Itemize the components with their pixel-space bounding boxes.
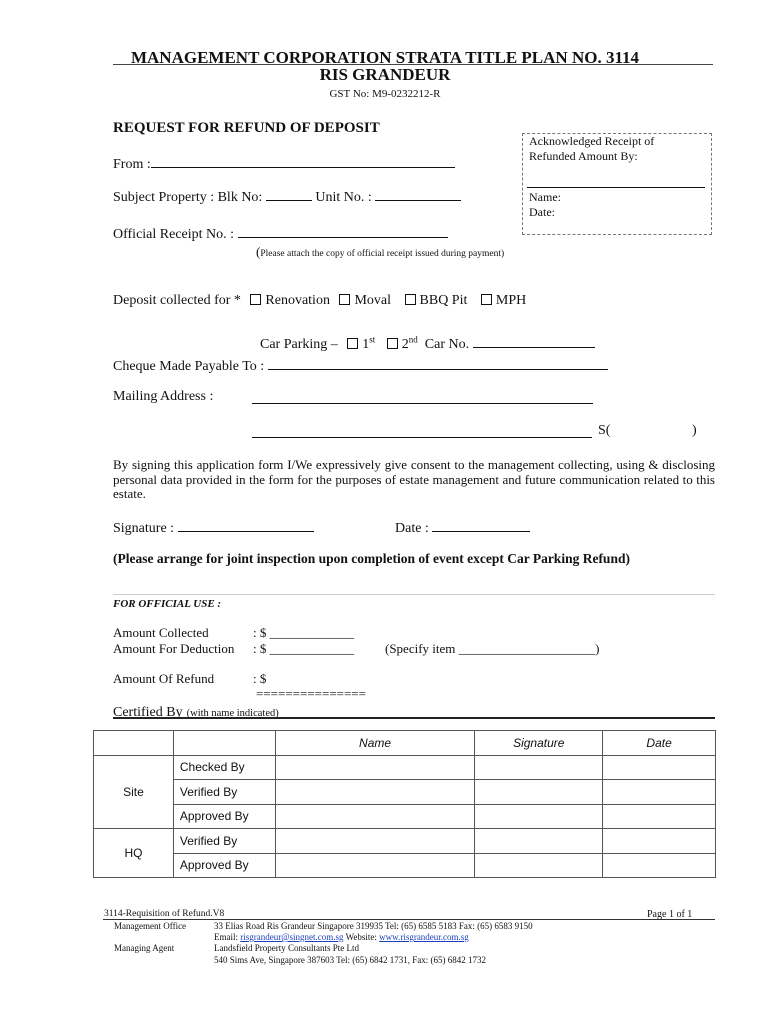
from-label: From : [113, 157, 151, 172]
car-parking-label: Car Parking – [260, 337, 338, 352]
certified-label: Certified By [113, 705, 183, 720]
car-2nd-checkbox[interactable] [387, 338, 398, 349]
renovation-checkbox[interactable] [250, 294, 261, 305]
deposit-row [113, 293, 526, 309]
refund-value[interactable]: : $ [253, 671, 267, 686]
ma-name: Landsfield Property Consultants Pte Ltd [214, 943, 359, 953]
row-label-verified-by: Verified By [173, 780, 275, 805]
receipt-note-text: Please attach the copy of official receipt issued during payment) [260, 249, 505, 259]
row-label-hq-verified-by: Verified By [173, 829, 275, 854]
ack-line1: Acknowledged Receipt of [529, 134, 655, 148]
cheque-field[interactable] [268, 356, 608, 370]
ack-line2: Refunded Amount By: [529, 149, 638, 163]
date-row [395, 518, 530, 537]
table-cell [173, 731, 275, 756]
table-row [94, 755, 716, 780]
table-header-row [94, 731, 716, 756]
date-label: Date : [395, 521, 429, 536]
deduction-specify[interactable]: (Specify item _____________________) [385, 641, 600, 656]
amount-collected-label: Amount Collected [113, 625, 209, 640]
name-cell[interactable] [275, 829, 475, 854]
mo-label: Management Office [114, 921, 187, 931]
moval-checkbox[interactable] [339, 294, 350, 305]
deduction-value[interactable]: : $ _____________ [253, 641, 355, 656]
certified-rule [113, 717, 715, 719]
mailing-field-line2[interactable] [252, 424, 592, 438]
website-link[interactable]: www.risgrandeur.com.sg [379, 932, 469, 942]
consent-text: By signing this application form I/We expressively give consent to the management collecting, using & disclosing personal data provided in the form for the purposes of estate management and future communication related to this estate. [113, 457, 715, 501]
postal-code-field[interactable] [615, 424, 685, 437]
blk-label: Subject Property : Blk No: [113, 190, 263, 205]
bbq-pit-label: BBQ Pit [419, 293, 468, 308]
website-label: Website: [345, 932, 377, 942]
signature-label: Signature : [113, 521, 175, 536]
row-label-approved-by: Approved By [173, 804, 275, 829]
car-1st-sup: st [369, 334, 376, 345]
name-cell[interactable] [275, 804, 475, 829]
car-no-label: Car No. [424, 337, 470, 352]
inspection-notice: (Please arrange for joint inspection upon completion of event except Car Parking Refund) [113, 551, 630, 566]
ack-date-label: Date: [529, 205, 555, 219]
table-row [94, 780, 716, 805]
certified-note: (with name indicated) [186, 708, 279, 719]
amount-collected-value[interactable]: : $ _____________ [253, 625, 355, 640]
car-no-field[interactable] [473, 334, 595, 348]
receipt-label: Official Receipt No. : [113, 227, 235, 242]
table-row [94, 829, 716, 854]
page-number: Page 1 of 1 [647, 909, 693, 920]
signature-cell[interactable] [475, 804, 603, 829]
car-2nd-sup: nd [408, 334, 418, 345]
name-column-header: Name [275, 731, 475, 756]
official-divider [113, 594, 715, 595]
deposit-label: Deposit collected for * [113, 293, 241, 308]
table-row [94, 804, 716, 829]
unit-field[interactable] [375, 187, 461, 201]
row-label-hq-approved-by: Approved By [173, 853, 275, 878]
from-row [113, 154, 455, 173]
mo-address: 33 Elias Road Ris Grandeur Singapore 319935 Tel: (65) 6585 5183 Fax: (65) 6583 9150 [214, 921, 533, 931]
date-cell[interactable] [603, 780, 716, 805]
name-cell[interactable] [275, 853, 475, 878]
doc-reference: 3114-Requisition of Refund.V8 [104, 909, 225, 919]
table-row [94, 853, 716, 878]
blk-field[interactable] [266, 187, 312, 201]
receipt-note [256, 243, 504, 261]
acknowledgement-box [522, 133, 712, 235]
mailing-field-line1[interactable] [252, 390, 593, 404]
car-parking-row [260, 334, 595, 353]
moval-label: Moval [354, 293, 392, 308]
date-cell[interactable] [603, 804, 716, 829]
unit-label: Unit No. : [315, 190, 372, 205]
bbq-pit-checkbox[interactable] [405, 294, 416, 305]
from-field[interactable] [151, 154, 455, 168]
mailing-label: Mailing Address : [113, 389, 214, 404]
date-column-header: Date [603, 731, 716, 756]
signature-row [113, 518, 314, 537]
table-cell [94, 731, 174, 756]
footer-rule [103, 919, 715, 920]
car-2nd-label: 2 [401, 337, 409, 352]
signature-cell[interactable] [475, 853, 603, 878]
deduction-label: Amount For Deduction [113, 641, 235, 656]
ma-address: 540 Sims Ave, Singapore 387603 Tel: (65) 6842 1731, Fax: (65) 6842 1732 [214, 955, 487, 965]
form-heading: REQUEST FOR REFUND OF DEPOSIT [113, 120, 380, 136]
gst-number: GST No: M9-0232212-R [329, 88, 441, 100]
signature-column-header: Signature [475, 731, 603, 756]
receipt-row [113, 224, 448, 243]
refund-equals: =============== [256, 686, 366, 701]
ma-label: Managing Agent [114, 943, 175, 953]
postal-close: ) [692, 423, 697, 438]
signature-cell[interactable] [475, 755, 603, 780]
receipt-note-paren: ( [256, 244, 261, 259]
signature-cell[interactable] [475, 829, 603, 854]
ack-signature-line[interactable] [527, 187, 705, 188]
email-link[interactable]: risgrandeur@singnet.com.sg [240, 932, 344, 942]
official-use-heading: FOR OFFICIAL USE : [113, 598, 222, 610]
subject-row [113, 187, 461, 206]
date-field[interactable] [432, 518, 530, 532]
document-title: MANAGEMENT CORPORATION STRATA TITLE PLAN NO. 3114 [130, 48, 640, 67]
name-cell[interactable] [275, 780, 475, 805]
date-cell[interactable] [603, 755, 716, 780]
date-cell[interactable] [603, 829, 716, 854]
postal-label: S( [598, 423, 611, 438]
hq-group-label: HQ [94, 829, 174, 878]
mph-label: MPH [495, 293, 527, 308]
site-group-label: Site [94, 755, 174, 829]
contact-row [214, 932, 469, 942]
email-label: Email: [214, 932, 238, 942]
signature-field[interactable] [178, 518, 314, 532]
refund-label: Amount Of Refund [113, 671, 215, 686]
cheque-label: Cheque Made Payable To : [113, 359, 265, 374]
signature-cell[interactable] [475, 780, 603, 805]
certification-table [93, 730, 716, 878]
estate-name: RIS GRANDEUR [319, 65, 451, 84]
name-cell[interactable] [275, 755, 475, 780]
date-cell[interactable] [603, 853, 716, 878]
cheque-row [113, 356, 608, 375]
ack-name-label: Name: [529, 190, 561, 204]
car-1st-checkbox[interactable] [347, 338, 358, 349]
renovation-label: Renovation [265, 293, 330, 308]
receipt-field[interactable] [238, 224, 448, 238]
car-1st-label: 1 [362, 337, 370, 352]
row-label-checked-by: Checked By [173, 755, 275, 780]
mph-checkbox[interactable] [481, 294, 492, 305]
